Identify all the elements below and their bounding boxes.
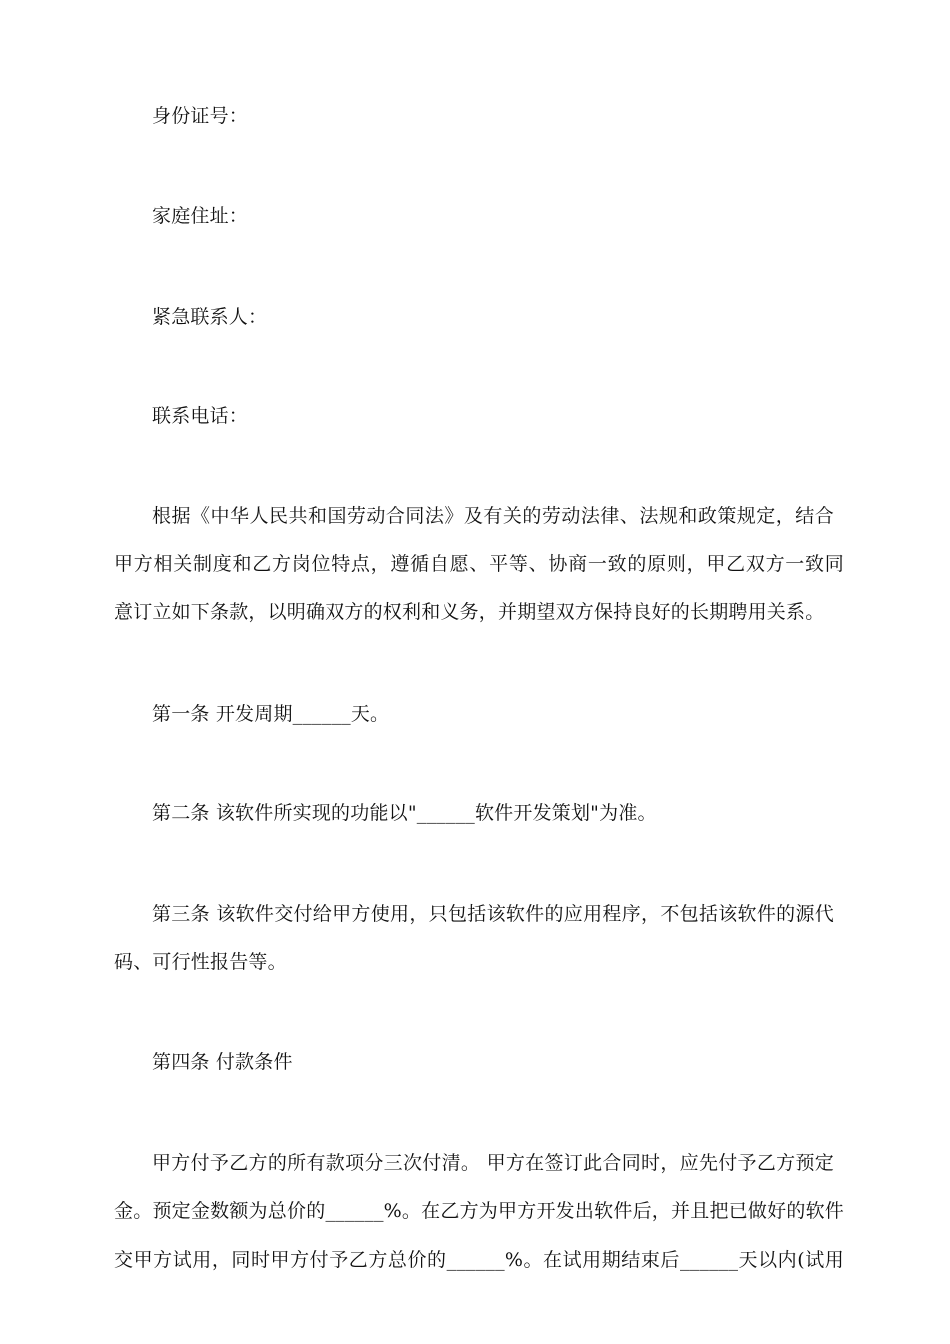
article-3-line-2: 码、可行性报告等。 bbox=[114, 951, 287, 973]
payment-line-2: 金。预定金数额为总价的______%。在乙方为甲方开发出软件后，并且把已做好的软件 bbox=[114, 1200, 844, 1222]
payment-line-1: 甲方付予乙方的所有款项分三次付清。 甲方在签订此合同时，应先付予乙方预定 bbox=[152, 1152, 834, 1174]
preamble-line-1: 根据《中华人民共和国劳动合同法》及有关的劳动法律、法规和政策规定，结合 bbox=[152, 505, 834, 527]
preamble-line-3: 意订立如下条款，以明确双方的权利和义务，并期望双方保持良好的长期聘用关系。 bbox=[114, 601, 825, 623]
contact-phone-label: 联系电话： bbox=[152, 405, 249, 427]
article-4-title: 第四条 付款条件 bbox=[152, 1051, 293, 1073]
article-3-line-1: 第三条 该软件交付给甲方使用，只包括该软件的应用程序，不包括该软件的源代 bbox=[152, 903, 834, 925]
article-2: 第二条 该软件所实现的功能以"______软件开发策划"为准。 bbox=[152, 802, 657, 824]
preamble-line-2: 甲方相关制度和乙方岗位特点，遵循自愿、平等、协商一致的原则，甲乙双方一致同 bbox=[114, 553, 844, 575]
emergency-contact-label: 紧急联系人： bbox=[152, 306, 268, 328]
home-address-label: 家庭住址： bbox=[152, 205, 249, 227]
article-1: 第一条 开发周期______天。 bbox=[152, 703, 390, 725]
id-number-label: 身份证号： bbox=[152, 105, 249, 127]
payment-line-3: 交甲方试用，同时甲方付予乙方总价的______%。在试用期结束后______天以内(试用 bbox=[114, 1249, 844, 1271]
